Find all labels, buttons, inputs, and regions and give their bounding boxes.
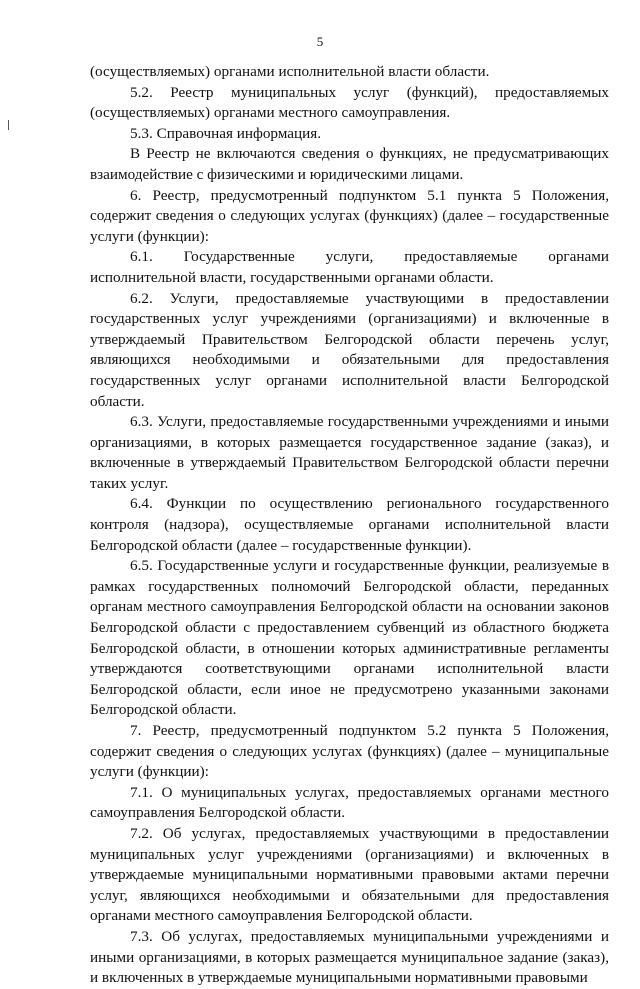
- paragraph-6-2: 6.2. Услуги, предоставляемые участвующими в предоставлении государственных услуг учреждениями (организациями) и включенные в утверждаемый Правительством Белгородской области перечень услуг, являющихся необходимыми и обязательными для предоставления государственных услуг органами исполнительной власти Белгородской области.: [90, 289, 609, 410]
- paragraph-6-4: 6.4. Функции по осуществлению регионального государственного контроля (надзора), осуществляемые органами исполнительной власти Белгородской области (далее – государственные функции).: [90, 495, 609, 554]
- paragraph-7-3: 7.3. Об услугах, предоставляемых муниципальными учреждениями и иными организациями, в которых размещается муниципальное задание (заказ), и включенных в утверждаемые муниципальными нормативными правовыми: [90, 927, 609, 987]
- paragraph-5-2: 5.2. Реестр муниципальных услуг (функций), предоставляемых (осуществляемых) органами местного самоуправления.: [90, 83, 609, 122]
- paragraph-6-5: 6.5. Государственные услуги и государственные функции, реализуемые в рамках государственных полномочий Белгородской области, переданных органам местного самоуправления Белгородской области на основании законов Белгородской области с предоставлением субвенций из областного бюджета Белгородской области, в отношении которых административные регламенты утверждаются соответствующими органами исполнительной власти Белгородской области, если иное не предусмотрено указанными законами Белгородской области.: [90, 557, 609, 719]
- paragraph-6-1: 6.1. Государственные услуги, предоставляемые органами исполнительной власти, государственными органами области.: [90, 248, 609, 286]
- page-number: 5: [316, 34, 324, 49]
- paragraph-6-3: 6.3. Услуги, предоставляемые государственными учреждениями и иными организациями, в которых размещается государственное задание (заказ), и включенные в утверждаемый Правительством Белгородской области перечни таких услуг.: [90, 413, 609, 492]
- paragraph-registry-exclusion: В Реестр не включаются сведения о функциях, не предусматривающих взаимодействие с физическими и юридическими лицами.: [90, 145, 609, 183]
- paragraph-7-2: 7.2. Об услугах, предоставляемых участвующими в предоставлении муниципальных услуг учреждениями (организациями) и включенных в утверждаемые муниципальными нормативными правовыми актами перечни услуг, являющихся необходимыми и обязательными для предоставления органами местного самоуправления Белгородской области.: [90, 824, 609, 925]
- paragraph-6: 6. Реестр, предусмотренный подпунктом 5.1 пункта 5 Положения, содержит сведения о следующих услугах (функциях) (далее – государственные услуги (функции):: [90, 186, 609, 245]
- paragraph-7-1: 7.1. О муниципальных услугах, предоставляемых органами местного самоуправления Белгородской области.: [90, 783, 609, 822]
- paragraph-continuation: (осуществляемых) органами исполнительной власти области.: [90, 63, 490, 80]
- paragraph-5-3: 5.3. Справочная информация.: [130, 124, 322, 142]
- margin-mark: [8, 120, 9, 130]
- paragraph-7: 7. Реестр, предусмотренный подпунктом 5.2 пункта 5 Положения, содержит сведения о следующих услугах (функциях) (далее – муниципальные услуги (функции):: [90, 722, 609, 781]
- document-body: [90, 62, 609, 987]
